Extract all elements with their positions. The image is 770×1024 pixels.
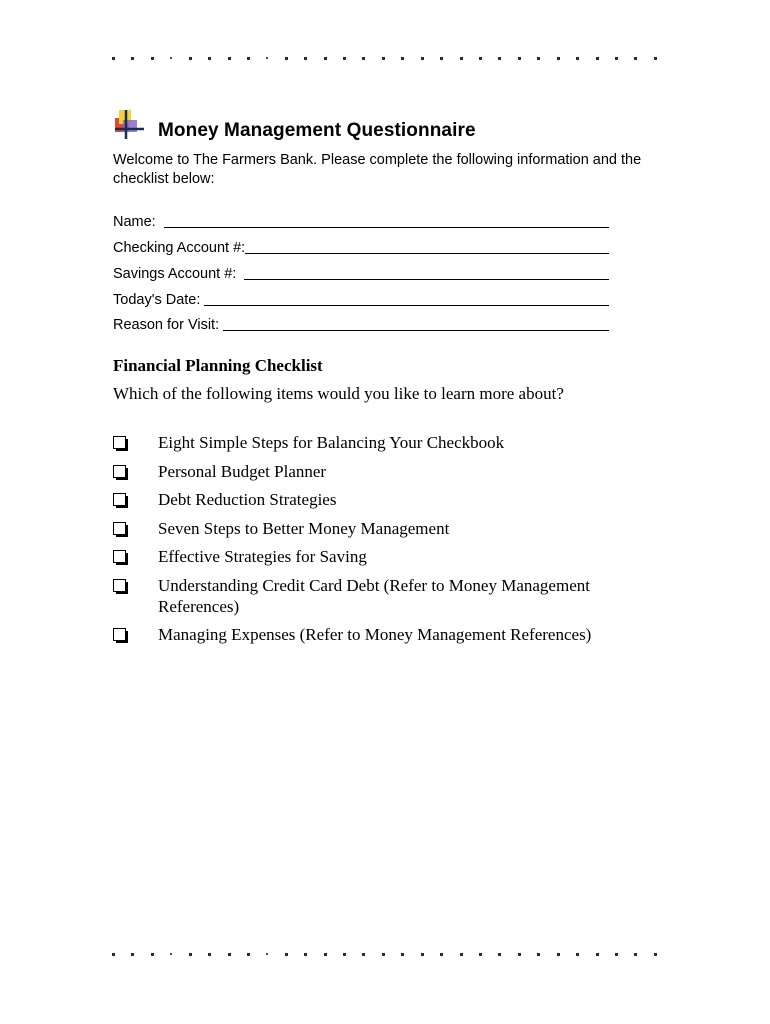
checklist-item-label: Debt Reduction Strategies	[158, 490, 337, 509]
checklist-item-label: Understanding Credit Card Debt (Refer to Money Management References)	[158, 575, 590, 616]
checkbox-icon[interactable]	[113, 522, 126, 535]
checklist-item	[113, 518, 633, 539]
checking-account-label: Checking Account #:	[113, 240, 246, 256]
checking-account-field[interactable]	[113, 237, 609, 257]
checking-account-input-line[interactable]	[245, 253, 609, 254]
checkbox-icon[interactable]	[113, 493, 126, 506]
name-label: Name:	[113, 214, 164, 230]
reason-for-visit-label: Reason for Visit:	[113, 317, 224, 333]
page-title: Money Management Questionnaire	[158, 120, 476, 141]
checklist-item	[113, 546, 633, 567]
name-input-line[interactable]	[164, 227, 609, 228]
todays-date-field[interactable]	[113, 289, 609, 309]
checklist-item	[113, 461, 633, 482]
bottom-dotted-rule	[112, 951, 657, 957]
name-field[interactable]	[113, 211, 609, 231]
checklist-title: Financial Planning Checklist	[113, 356, 323, 375]
todays-date-input-line[interactable]	[204, 305, 609, 306]
checklist-item-label: Personal Budget Planner	[158, 461, 327, 481]
checklist-question: Which of the following items would you like to learn more about?	[113, 384, 564, 403]
checklist-item	[113, 624, 633, 645]
intro-text: Welcome to The Farmers Bank. Please complete the following information and the checklist below:	[113, 152, 642, 187]
savings-account-input-line[interactable]	[244, 279, 609, 280]
checkbox-icon[interactable]	[113, 628, 126, 641]
savings-account-label: Savings Account #:	[113, 266, 245, 282]
checkbox-icon[interactable]	[113, 465, 126, 478]
document-logo-icon	[113, 108, 145, 140]
checkbox-icon[interactable]	[113, 550, 126, 563]
checklist-item-label: Eight Simple Steps for Balancing Your Checkbook	[158, 433, 505, 452]
checklist-item	[113, 575, 633, 617]
reason-for-visit-field[interactable]	[113, 314, 609, 334]
checklist-item-label: Seven Steps to Better Money Management	[158, 518, 450, 538]
checkbox-icon[interactable]	[113, 436, 126, 449]
checkbox-icon[interactable]	[113, 579, 126, 592]
reason-for-visit-input-line[interactable]	[223, 330, 609, 331]
top-dotted-rule	[112, 55, 657, 61]
savings-account-field[interactable]	[113, 263, 609, 283]
checklist	[113, 432, 633, 653]
checklist-item-label: Managing Expenses (Refer to Money Management References)	[158, 625, 592, 644]
checklist-item	[113, 432, 633, 453]
todays-date-label: Today's Date:	[113, 292, 205, 308]
checklist-item	[113, 489, 633, 510]
checklist-item-label: Effective Strategies for Saving	[158, 547, 367, 566]
